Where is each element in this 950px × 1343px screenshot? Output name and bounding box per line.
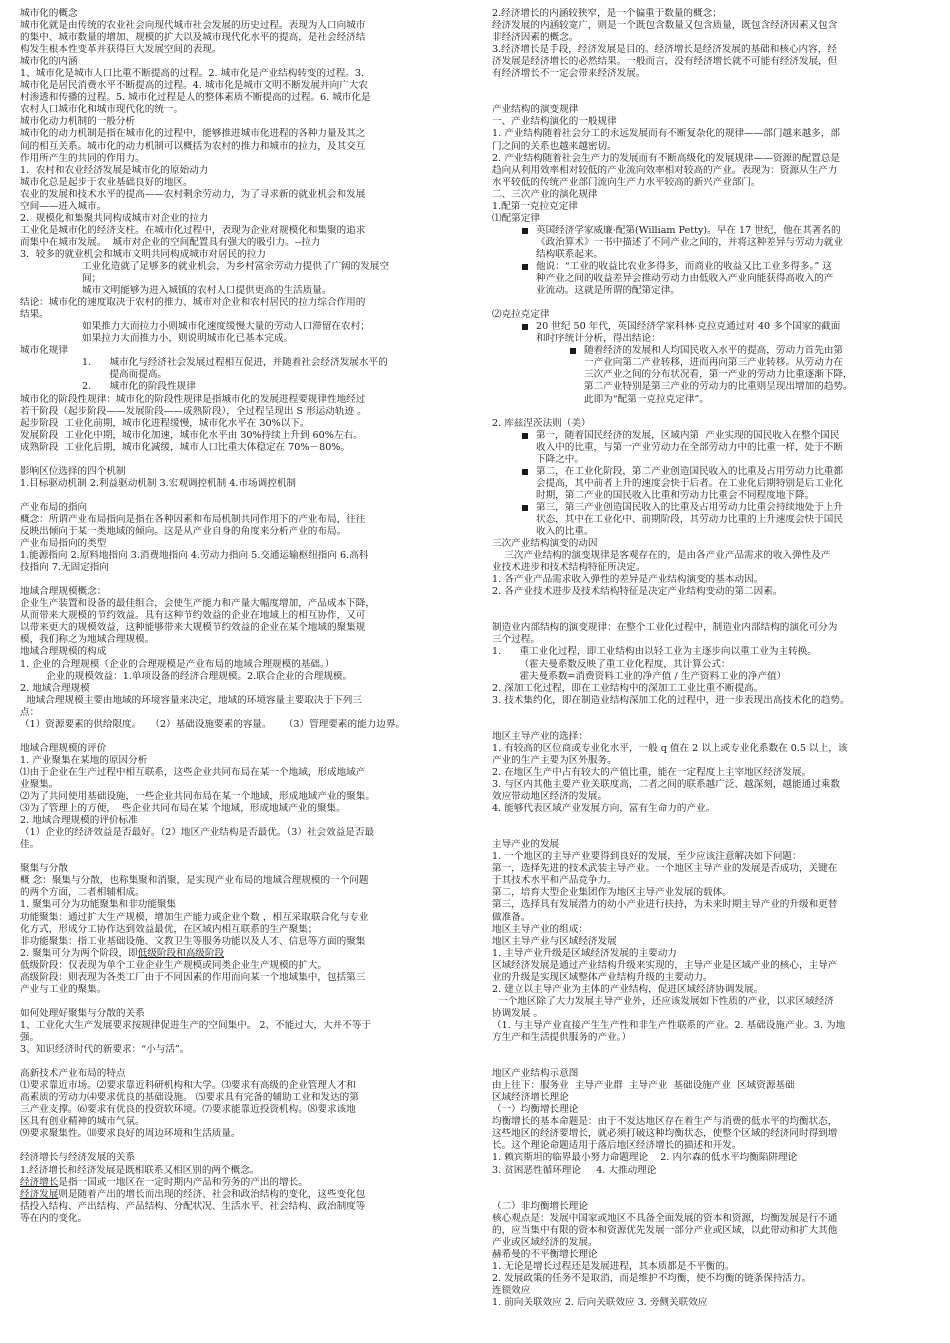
left-text-line: 的集中、城市数量的增加、规模的扩大以及城市现代化水平的提高，是社会经济结 [20, 32, 366, 44]
left-text-line [20, 1056, 462, 1068]
left-text-line: 发展阶段 工业化中期，城市化加速，城市化水平由 30%持续上升到 60%左右。 [20, 429, 363, 441]
right-text-line: 二、三次产业的演化规律 [492, 188, 598, 200]
left-column [20, 8, 462, 1225]
left-text-line: 低级阶段：仅表现为单个工业企业生产规模或同类企业生产规模的扩大。 [20, 959, 327, 971]
right-text-line: 经济发展的内涵较宽广，则是一个既包含数量又包含质量，既包含经济因素又包含 [492, 20, 838, 32]
left-text-line [20, 490, 462, 502]
right-text-line: 3. 与区内其他主要产业关联度高，二者之间的联系越广泛、越深刻，越能通过乘数 [492, 779, 840, 790]
left-text-line: ⑴由于企业在生产过程中相互联系，这些企业共同布局在某一个地域，形成地域产 [20, 766, 366, 778]
right-text-line: 的，应当集中有限的资本和资源优先发展一部分产业或区域，以此带动和扩大其他 [492, 1224, 838, 1236]
left-text-line: 城市化的概念 [20, 8, 78, 19]
left-text-line: 城市化的动力机制是指在城市化的过程中，能够推进城市化进程的各种力量及其之 [20, 128, 366, 140]
left-text-line: 地域合理规模主要由地域的环境容量来决定，地域的环境容量主要取决于下列三 [20, 694, 362, 706]
right-text-line [492, 610, 932, 622]
right-text-line: 效应带动地区经济的发展。 [492, 791, 608, 803]
left-text-line: 起步阶段 工业化前期，城市化进程缓慢，城市化水平在 30%以下。 [20, 417, 310, 429]
left-text-line: 空间——进入城市。 [20, 200, 107, 212]
left-text-line: ⑼要求聚集性。⑽要求良好的周边环境和生活质量。 [20, 1128, 241, 1140]
left-text-line: 1. 聚集可分为功能聚集和非功能聚集 [20, 899, 177, 911]
right-text-line: 第一，选择先进的技术武装主导产业。一个地区主导产业的发展是否成功，关键在 [492, 863, 838, 875]
right-text-line: 非经济因素的概念。 [492, 32, 579, 44]
left-text-line: 构发生根本性变革并获得巨大发展空间的表现。 [20, 44, 222, 56]
right-text-line: 第二，在工业化阶段，第二产业创造国民收入的比重及占用劳动力比重都 [492, 466, 932, 478]
left-text-line: 工业化造就了足够多的就业机会，为乡村富余劳动力提供了广阔的发展空 [82, 260, 389, 272]
left-text-line: 如何处理好聚集与分散的关系 [20, 1007, 145, 1019]
left-text-line: 反映出倾向于某一类地域的倾向。这是从产业自身的角度来分析产业的布局。 [20, 526, 347, 538]
right-text-line [492, 707, 932, 719]
left-text-line: 间； [82, 273, 102, 285]
right-text-line: 协调发展 。 [492, 1007, 544, 1019]
left-text-line: 2. 地域合理规模的评价标准 [20, 815, 138, 827]
right-text-line: 均衡增长的基本命题是：由于不发达地区存在着生产与消费的低水平的均衡状态， [492, 1116, 838, 1128]
left-text-line: 三产业支撑。⑹要求有优良的投资软环境。⑺要求能靠近投资机构。⑻要求该地 [20, 1104, 356, 1116]
left-text-line: 地域合理规模的构成 [20, 646, 107, 658]
left-text-line: 1. 产业聚集在某地的原因分析 [20, 754, 148, 766]
right-text-line: 3. 技术集约化，即在制造业结构深加工化的过程中，进一步表现出高技术化的趋势。 [492, 694, 850, 706]
left-text-line: 结果。 [20, 309, 49, 321]
right-text-line: （霍夫曼系数反映了重工业化程度，其计算公式： [492, 658, 731, 670]
left-text-line: 区具有创业精神的城市气氛。 [20, 1116, 145, 1128]
left-text-line [20, 454, 462, 466]
left-text-line: 农业的发展和技术水平的提高——农村剩余劳动力，为了寻求新的就业机会和发展 [20, 188, 366, 200]
left-text-line: 结论：城市化的速度取决于农村的推力、城市对企业和农村居民的拉力综合作用的 [20, 297, 366, 309]
right-text-line: 状态，其中在工业化中、前期阶段，其劳动力比重的上升速度会快于国民 [536, 513, 843, 525]
right-text-line: 产业的生产主要为区外服务。 [492, 754, 617, 766]
left-text-line: 城市化的阶段性规律：城市化的阶段性规律是指城市化的发展进程要规律性地经过 [20, 393, 366, 405]
right-text-line: ⑵克拉克定律 [492, 309, 550, 321]
right-text-line: 业流动。这就是所谓的配第定律。 [536, 285, 680, 297]
right-text-line: 此即为“配第一克拉克定律”。 [584, 393, 709, 405]
right-text-line: 1. 一个地区的主导产业要得到良好的发展，至少应该注意解决如下问题： [492, 851, 802, 863]
right-text-line [492, 1189, 932, 1201]
left-text-line: 高新技术产业布局的特点 [20, 1068, 126, 1080]
right-text-line: （1. 与主导产业直接产生生产性和非生产性联系的产业。2. 基础设施产业。3. 为地 [492, 1019, 846, 1031]
right-text-line: 产业结构的演变规律 [492, 104, 579, 116]
right-text-line: 他说：“工业的收益比农业多得多，而商业的收益又比工业多得多。” 这 [492, 261, 932, 273]
right-text-line: 2. 各产业技术进步及技术结构特征是决定产业结构变动的第二因素。 [492, 586, 783, 598]
right-text-line: 1. 有较高的区位商或专业化水平，一般 q 值在 2 以上或专业化系数在 0.5 以上，该 [492, 742, 848, 754]
right-text-line: 2. 产业结构随着社会生产力的发展而有不断高级化的发展规律——资源的配置总是 [492, 152, 840, 164]
right-text-line: 3.经济增长是手段，经济发展是目的。经济增长是经济发展的基础和核心内容，经 [492, 44, 837, 56]
left-text-line: 1.目标驱动机制 2.利益驱动机制 3.宏观调控机制 4.市场调控机制 [20, 477, 297, 489]
right-text-line [492, 297, 932, 309]
left-text-line: 强。 [20, 1031, 40, 1043]
left-text-line: 2．规模化和集聚共同构成城市对企业的拉力 [20, 212, 209, 224]
right-text-line: 2. 在地区生产中占有较大的产值比重，能在一定程度上主宰地区经济发展。 [492, 766, 812, 778]
right-text-line: 于其技术水平和产品竞争力。 [492, 875, 617, 887]
underlined-term: 经济发展 [20, 1188, 59, 1200]
left-text-line: 城市化动力机制的一般分析 [20, 116, 136, 128]
left-text-line: 城市化是居民消费水平不断提高的过程。4. 城市化是城市文明不断发展并向广大农 [20, 80, 368, 92]
right-text-line: 连锁效应 [492, 1284, 531, 1296]
right-text-line: 收入中的比重，与第一产业劳动力在全部劳动力中的比重一样，处于不断 [536, 441, 843, 453]
left-text-line: 产业与工业的聚集。 [20, 983, 107, 995]
right-text-line: 长。这个理论命题适用于落后地区经济增长的描述和开发。 [492, 1140, 742, 1152]
left-text-line: 佳。 [20, 839, 40, 851]
underlined-term: 经济增长 [20, 1176, 59, 1188]
left-text-line: ⑴要求靠近市场。⑵要求靠近科研机构和大学。⑶要求有高级的企业管理人才和 [20, 1080, 356, 1092]
right-text-line: 第二产业特别是第三产业的劳动力的比重则呈现出增加的趋势。 [584, 381, 853, 393]
right-text-line: （二）非均衡增长理论 [492, 1200, 588, 1212]
right-text-line [492, 92, 932, 104]
left-text-line: 村渗透和传播的过程。5. 城市化过程是人的整体素质不断提高的过程。6. 城市化是 [20, 92, 371, 104]
left-text-line: 产业布局的指向 [20, 501, 88, 513]
left-text-line: 城市化总是起步于农业基础良好的地区。 [20, 176, 193, 188]
right-text-line: 和时序统计分析，得出结论： [536, 333, 661, 345]
left-text-line: 概念：所谓产业布局指向是指在各种因素和布局机制共同作用下的产业布局，往往 [20, 513, 366, 525]
right-text-line: 1. 主导产业升级是区域经济发展的主要动力 [492, 947, 677, 959]
left-text-line: 如果拉力大而推力小，则说明城市化已基本完成。 [82, 333, 294, 345]
left-text-line [20, 1140, 462, 1152]
left-text-line: 而集中在城市发展。 城市对企业的空间配置具有强大的吸引力。--拉力 [20, 236, 321, 248]
left-text-line: 地域合理规模概念： [20, 586, 107, 598]
right-text-line: 20 世纪 50 年代，英国经济学家科林·克拉克通过对 40 多个国家的截面 [492, 321, 932, 333]
right-text-line: 地区主导产业的组成： [492, 923, 588, 935]
left-text-line: 的两个方面，二者相辅相成。 [20, 887, 145, 899]
right-text-line: 赫希曼的不平衡增长理论 [492, 1248, 598, 1260]
right-text-line: 时期，第二产业的国民收入比重和劳动力比重会不同程度地下降。 [536, 489, 815, 501]
left-text-line: （1）资源要素的供给限度。 （2）基础设施要素的容量。 （3）管理要素的能力边界。 [20, 718, 406, 730]
right-text-line: 1. 产业结构随着社会分工的永远发展而有不断复杂化的规律——部门越来越多，部 [492, 128, 840, 140]
left-text-line: 成熟阶段 工业化后期，城市化减缓，城市人口比重大体稳定在 70%－80%。 [20, 441, 351, 453]
left-text-line: 农村人口城市化和城市现代化的统一。 [20, 104, 184, 116]
right-text-line: 一产业向第二产业转移，进而再向第三产业转移。从劳动力在 [584, 357, 844, 369]
left-text-line: 3．较多的就业机会和城市文明共同构成城市对居民的拉力 [20, 248, 266, 260]
left-text-line: 经济增长与经济发展的关系 [20, 1152, 136, 1164]
left-text-line: 3、知识经济时代的新要求：“小与活”。 [20, 1044, 190, 1056]
left-text-line [20, 574, 462, 586]
left-text-line: 1. 企业的合理规模（企业的合理规模是产业布局的地域合理规模的基础。） [20, 658, 335, 670]
right-text-line: 区域经济增长理论 [492, 1092, 569, 1104]
left-text-line: 若干阶段（起步阶段——发展阶段——成熟阶段），全过程呈现出 S 形运动轨迹 。 [20, 405, 367, 417]
right-text-line: 区域经济发展是通过产业结构升级来实现的，主导产业是区域产业的核心，主导产 [492, 959, 838, 971]
right-text-line: 1. 赖宾斯坦的临界最小努力命题理论 2. 内尔森的低水平均衡陷阱理论 [492, 1152, 798, 1164]
right-text-line: 这些地区的经济要增长，就必须打破这种均衡状态，使整个区域的经济同时得到增 [492, 1128, 838, 1140]
left-text-line: （1）企业的经济效益是否最好。（2）地区产业结构是否最优。（3）社会效益是否最 [20, 827, 375, 839]
right-text-line: 趋向从利用效率相对较低的产业流向效率相对较高的产业。表现为：资源从生产力 [492, 164, 838, 176]
left-text-line: 1、工业化大生产发展要求按规律促进生产的空间集中。 2、不能过大，大并不等于 [20, 1019, 372, 1031]
left-text-line: 化方式，形成分工协作达到效益最优，在区域内相互联系的生产聚集； [20, 923, 318, 935]
left-text-line: 从而带来大规模的节约效益。具有这种节约效益的企业在地域上的相互协作，又可 [20, 610, 366, 622]
right-text-line [492, 1056, 932, 1068]
right-text-line: 一、产业结构演化的一般规律 [492, 116, 617, 128]
right-text-line: 1. 无论是增长过程还是发展进程，其本质都是不平衡的。 [492, 1260, 735, 1272]
right-text-line [492, 719, 932, 731]
left-text-line: 经济发展则是随着产出的增长而出现的经济、社会和政治结构的变化，这些变化包 [20, 1188, 366, 1200]
right-text-line [492, 815, 932, 827]
right-text-line: 1. 各产业产品需求收入弹性的差异是产业结构演变的基本动因。 [492, 574, 764, 586]
right-text-line: 结构联系起来。 [536, 248, 604, 260]
left-text-line: 2. 聚集可分为两个阶段，即低级阶段和高级阶段 [20, 947, 225, 959]
right-text-line: 3. 贫困恶性循环理论 4. 大推动理论 [492, 1164, 657, 1176]
right-text-line: 三次产业结构的演变规律是客观存在的，是由各产业产品需求的收入弹性及产 [492, 550, 831, 562]
right-text-line: 核心观点是：发展中国家或地区不具备全面发展的资本和资源，均衡发展是行不通 [492, 1212, 838, 1224]
left-text-line: 城市化就是由传统的农业社会向现代城市社会发展的历史过程。表现为人口向城市 [20, 20, 366, 32]
left-text-line: 点： [20, 706, 40, 718]
left-text-line: 企业的规模效益：1.单项设备的经济合理规模。2.联合企业的合理规模。 [46, 670, 353, 682]
right-text-line: 有经济增长不一定会带来经济发展。 [492, 68, 646, 80]
underlined-term: 低级阶段和高级阶段 [137, 947, 225, 959]
right-text-line: 由上往下：服务业 主导产业群 主导产业 基础设施产业 区域资源基础 [492, 1080, 795, 1092]
right-text-line: 收入的比重。 [536, 526, 594, 538]
left-text-line: 作用所产生的共同的作用力。 [20, 152, 145, 164]
right-text-line: 2.经济增长的内涵较狭窄，是一个偏重于数量的概念； [492, 8, 722, 19]
right-text-line: 第一，随着国民经济的发展，区域内第 产业实现的国民收入在整个国民 [492, 430, 932, 442]
left-text-line: 工业化是城市化的经济支柱。在城市化过程中，表现为企业对规模化和集聚的追求 [20, 224, 366, 236]
right-text-line: ⑴配第定律 [492, 212, 540, 224]
right-text-line: 主导产业的发展 [492, 839, 560, 851]
left-text-line: 模，我们称之为地域合理规模。 [20, 634, 155, 646]
left-text-line: 括投入结构、产出结构、产品结构、分配状况、生活水平、社会结构、政治制度等 [20, 1200, 366, 1212]
left-text-line: 地域合理规模的评价 [20, 742, 107, 754]
right-text-line: 会提高，其中前者上升的速度会快于后者。在工业化后期特别是后工业化 [536, 477, 843, 489]
left-text-line: 1．农村和农业经济发展是城市化的原始动力 [20, 164, 209, 176]
left-text-line: 产业布局指向的类型 [20, 538, 107, 550]
left-text-line: 1. 城市化与经济社会发展过程相互促进，并随着社会经济发展水平的 [82, 357, 388, 369]
right-text-line: 种产业之间的收益差异会推动劳动力由低收入产业向能获得高收入的产 [536, 273, 834, 285]
right-text-line: 霍夫曼系数=消费资料工业的净产值 / 生产资料工业的净产值） [492, 670, 787, 682]
left-text-line: 功能聚集：通过扩大生产规模，增加生产能力或企业个数 ，相互采取联合化与专业 [20, 911, 369, 923]
left-text-line: 2. 城市化的阶段性规律 [82, 381, 196, 393]
left-text-line: 高级阶段：则表现为各类工厂由于不同因素的作用而向某一个地域集中，包括第三 [20, 971, 366, 983]
left-text-line: 间的相互关系。城市化的动力机制可以概括为农村的推力和城市的拉力，及其交互 [20, 140, 366, 152]
right-text-line: 制造业内部结构的演变规律：在整个工业化过程中，制造业内部结构的演化可分为 [492, 622, 838, 634]
right-text-line [492, 1177, 932, 1189]
right-text-line: 地区主导产业的选择： [492, 730, 588, 742]
left-text-line: ⑶为了管理上的方便， 些企业共同布局在某 个地域，形成地域产业的聚集。 [20, 803, 346, 815]
left-text-line: 企业生产装置和设备的最佳组合，会使生产能力和产量大幅度增加，产品成本下降， [20, 598, 375, 610]
left-text-line: 城市文明能够为进入城镇的农村人口提供更高的生活质量。 [82, 285, 332, 297]
left-text-line: 如果推力大而拉力小则城市化速度缓慢大量的劳动人口滞留在农村； [82, 321, 370, 333]
right-text-line: 地区主导产业与区域经济发展 [492, 935, 617, 947]
left-text-line: ⑵为了共同使用基础设施，一些企业共同布局在某一个地域，形成地域产业的聚集。 [20, 791, 375, 803]
right-text-line: 4. 能够代表区域产业发展方向，富有生命力的产业。 [492, 803, 716, 815]
left-text-line: 2. 地域合理规模 [20, 682, 90, 694]
right-text-line: 做准备。 [492, 911, 531, 923]
left-text-line: 等在内的变化。 [20, 1212, 88, 1224]
right-text-line: 2. 发展政策的任务不是取消，而是维护不均衡，使不均衡的链条保持活力。 [492, 1272, 812, 1284]
right-column [492, 8, 932, 1309]
left-text-line: 高素质的劳动力⑷要求优良的基础设施。 ⑸要求具有完备的辅助工业和发达的第 [20, 1092, 359, 1104]
right-text-line: 三次产业之间的分布状况看，第一产业的劳动力比重逐渐下降， [584, 369, 853, 381]
left-text-line: 以带来更大的规模效益，这种能够带来大规模节约效益的企业在某个地域的聚集规 [20, 622, 366, 634]
left-text-line: 经济增长是指一国或一地区在一定时期内产品和劳务的产出的增长。 [20, 1176, 308, 1188]
right-text-line: 随着经济的发展和人均国民收入水平的提高，劳动力首先由第 [492, 345, 932, 357]
left-text-line: 概 念：聚集与分散，也称集聚和消聚，是实现产业布局的地域合理规模的一个问题 [20, 875, 369, 887]
right-text-line: 1.配第一克拉克定律 [492, 200, 578, 212]
right-text-line: 2. 库兹涅茨法则（美） [492, 417, 591, 429]
left-text-line: 技指向 7.无固定指向 [20, 562, 109, 574]
right-text-line: 英国经济学家威廉·配第(William Petty)。早在 17 世纪，他在其著名的 [492, 225, 932, 237]
right-text-line: 第二，培育大型企业集团作为地区主导产业发展的载体。 [492, 887, 732, 899]
left-text-line: 城市化的内涵 [20, 56, 78, 68]
right-text-line: （一）均衡增长理论 [492, 1104, 579, 1116]
left-text-line [20, 731, 462, 743]
right-text-line: 2. 建立以主导产业为主体的产业结构，促进区域经济协调发展。 [492, 983, 764, 995]
left-text-line [20, 996, 462, 1008]
right-text-line: 产业或区域经济的发展。 [492, 1236, 598, 1248]
left-text-line: 提高而提高。 [82, 369, 168, 381]
left-text-line: 1、城市化是城市人口比重不断提高的过程。2. 城市化是产业结构转变的过程。3. [20, 68, 365, 80]
right-text-line: 水平较低的传统产业部门流向生产力水平较高的新兴产业部门。 [492, 176, 761, 188]
right-text-line: 三次产业结构演变的动因 [492, 538, 598, 550]
right-text-line: 《政治算术》一书中描述了不同产业之间的，并将这种差异与劳动力就业 [536, 236, 843, 248]
right-text-line: 第三，第三产业创造国民收入的比重及占用劳动力比重会持续地处于上升 [492, 502, 932, 514]
right-text-line: 1. 前向关联效应 2. 后向关联效应 3. 旁侧关联效应 [492, 1297, 708, 1309]
right-text-line [492, 1044, 932, 1056]
right-text-line: 业的升级是实现区域整体产业结构升级的主要动力。 [492, 971, 713, 983]
left-text-line: 1.经济增长和经济发展是既相联系又相区别的两个概念。 [20, 1164, 260, 1176]
right-text-line: 方生产和生活提供服务的产业。） [492, 1031, 632, 1043]
right-text-line: 下降之中。 [536, 453, 584, 465]
right-text-line [492, 406, 932, 418]
left-text-line: 非功能聚集：指工业基础设施、文教卫生等服务功能以及人才、信息等方面的聚集 [20, 935, 366, 947]
right-text-line: 业技术进步和技术结构特征所决定。 [492, 562, 646, 574]
left-text-line: 影响区位选择的四个机制 [20, 465, 126, 477]
right-text-line [492, 80, 932, 92]
left-text-line: 城市化规律 [20, 345, 68, 357]
right-text-line: 门之间的关系也越来越密切。 [492, 140, 617, 152]
left-text-line: 1.能源指向 2.原料地指向 3.消费地指向 4.劳动力指向 5.交通运输枢纽指向 6.高科 [20, 550, 369, 562]
right-text-line: 2. 深加工化过程，即在工业结构中的深加工工业比重不断提高。 [492, 682, 764, 694]
right-text-line: 地区产业结构示意图 [492, 1068, 579, 1080]
right-text-line: 三个过程。 [492, 634, 540, 646]
right-text-line: 济发展是经济增长的必然结果。一般而言，没有经济增长就不可能有经济发展，但 [492, 56, 838, 68]
left-text-line: 业聚集。 [20, 779, 59, 790]
right-text-line [492, 598, 932, 610]
left-text-line [20, 851, 462, 863]
right-text-line: 一个地区除了大力发展主导产业外，还应该发展如下性质的产业，以求区域经济 [492, 995, 834, 1007]
left-text-line: 聚集与分散 [20, 863, 68, 875]
right-text-line: 1. 重工业化过程，即工业结构由以轻工业为主逐步向以重工业为主转换。 [492, 646, 817, 658]
right-text-line [492, 827, 932, 839]
right-text-line: 第三，选择具有发展潜力的幼小产业进行扶持，为未来时期主导产业的升级和更替 [492, 899, 838, 911]
